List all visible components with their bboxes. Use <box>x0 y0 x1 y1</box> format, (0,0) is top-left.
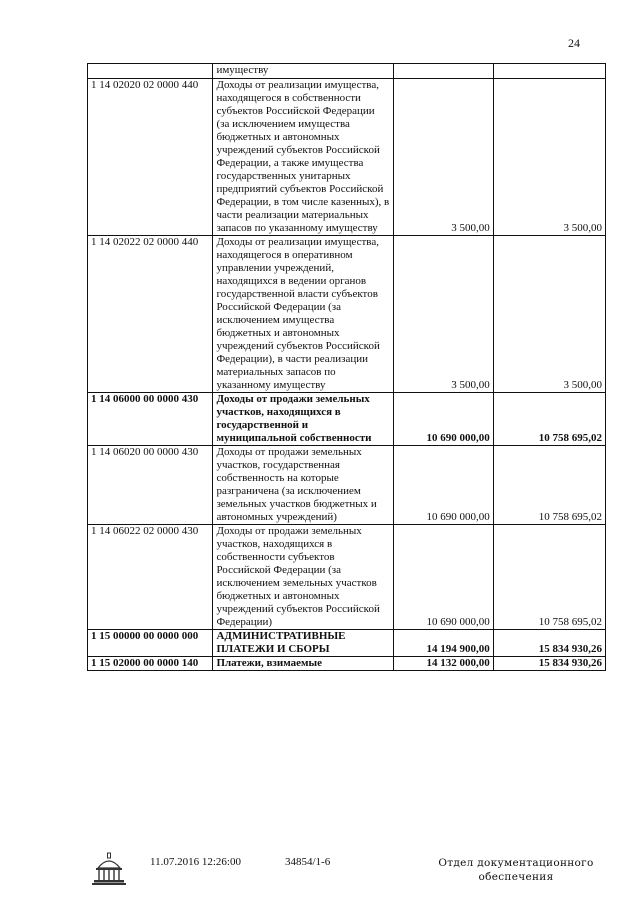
revenue-table <box>87 63 606 671</box>
table-row <box>88 657 606 671</box>
row-value-2 <box>493 64 605 79</box>
row-value-2: 15 834 930,26 <box>493 630 605 657</box>
row-name: Доходы от продажи земельных участков, находящихся в собственности субъектов Российской Федерации (за исключением земельных участков бюджетных и автономных учреждений субъектов Российской Федерации) <box>213 525 393 630</box>
department-stamp-line-2: обеспечения <box>478 871 554 883</box>
row-value-1 <box>393 64 493 79</box>
row-value-1: 14 132 000,00 <box>393 657 493 671</box>
row-code <box>88 64 213 79</box>
row-code: 1 14 02020 02 0000 440 <box>88 79 213 236</box>
row-code: 1 14 06000 00 0000 430 <box>88 393 213 446</box>
row-name: Доходы от реализации имущества, находящегося в собственности субъектов Российской Федерации (за исключением имущества бюджетных и автономных учреждений субъектов Российской Федерации, а также имущества государственных унитарных предприятий субъектов Российской Федерации, в том числе казенных), в части реализации материальных запасов по указанному имуществу <box>213 79 393 236</box>
row-value-2: 3 500,00 <box>493 79 605 236</box>
row-value-1: 10 690 000,00 <box>393 525 493 630</box>
row-code: 1 14 02022 02 0000 440 <box>88 236 213 393</box>
row-name: имуществу <box>213 64 393 79</box>
page-number: 24 <box>568 36 580 50</box>
document-number: 34854/1-6 <box>285 856 331 868</box>
table-row <box>88 64 606 79</box>
print-timestamp: 11.07.2016 12:26:00 <box>150 856 241 868</box>
row-value-2: 3 500,00 <box>493 236 605 393</box>
row-name: Доходы от продажи земельных участков, находящихся в государственной и муниципальной собственности <box>213 393 393 446</box>
table-row <box>88 79 606 236</box>
row-value-1: 10 690 000,00 <box>393 393 493 446</box>
row-name: Доходы от продажи земельных участков, государственная собственность на которые разграничена (за исключением земельных участков бюджетных и автономных учреждений) <box>213 446 393 525</box>
row-code: 1 14 06020 00 0000 430 <box>88 446 213 525</box>
row-value-2: 15 834 930,26 <box>493 657 605 671</box>
row-code: 1 15 00000 00 0000 000 <box>88 630 213 657</box>
table-row <box>88 525 606 630</box>
table-row <box>88 446 606 525</box>
row-value-2: 10 758 695,02 <box>493 525 605 630</box>
row-name: АДМИНИСТРАТИВНЫЕ ПЛАТЕЖИ И СБОРЫ <box>213 630 393 657</box>
duma-building-emblem-icon <box>90 850 128 888</box>
department-stamp <box>428 856 604 884</box>
table-row <box>88 236 606 393</box>
row-value-1: 14 194 900,00 <box>393 630 493 657</box>
row-value-1: 10 690 000,00 <box>393 446 493 525</box>
table-row <box>88 630 606 657</box>
row-code: 1 15 02000 00 0000 140 <box>88 657 213 671</box>
row-name: Доходы от реализации имущества, находящегося в оперативном управлении учреждений, находящихся в ведении органов государственной власти субъектов Российской Федерации (за исключением имущества бюджетных и автономных учреждений субъектов Российской Федерации), в части реализации материальных запасов по указанному имуществу <box>213 236 393 393</box>
row-value-2: 10 758 695,02 <box>493 393 605 446</box>
row-value-2: 10 758 695,02 <box>493 446 605 525</box>
row-name: Платежи, взимаемые <box>213 657 393 671</box>
department-stamp-line-1: Отдел документационного <box>438 857 594 869</box>
row-code: 1 14 06022 02 0000 430 <box>88 525 213 630</box>
row-value-1: 3 500,00 <box>393 236 493 393</box>
row-value-1: 3 500,00 <box>393 79 493 236</box>
table-row <box>88 393 606 446</box>
